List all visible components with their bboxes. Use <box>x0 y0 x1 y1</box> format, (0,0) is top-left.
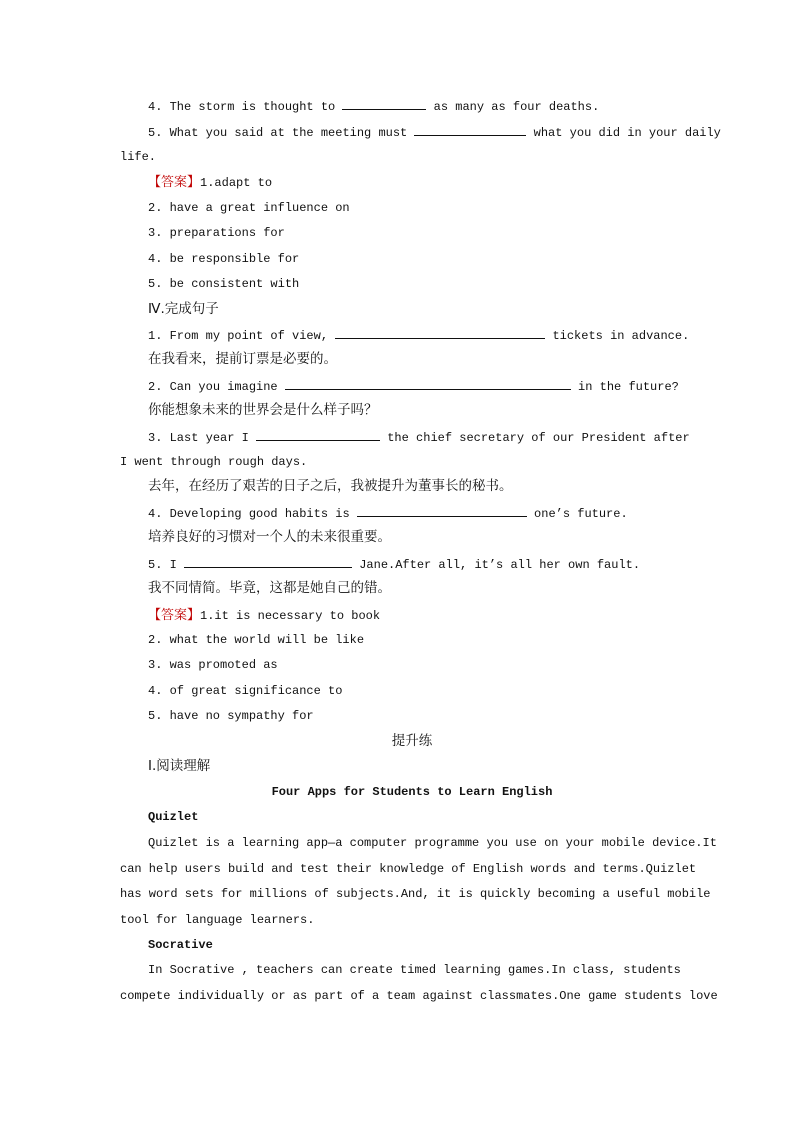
exercise-item-4 <box>148 98 599 115</box>
paragraph-line: compete individually or as part of a team against classmates.One game students love <box>120 989 718 1003</box>
section-heading: Ⅳ.完成句子 <box>148 301 219 317</box>
sentence-item-3-cont: I went through rough days. <box>120 455 308 469</box>
item-text: in the future? <box>578 380 679 394</box>
answer-line-3: 3. preparations for <box>148 226 285 240</box>
reading-heading: Ⅰ.阅读理解 <box>148 758 211 774</box>
sentence-item-2 <box>148 378 679 395</box>
answer4-line-3: 3. was promoted as <box>148 658 278 672</box>
item-number: 5. <box>148 126 163 140</box>
answer-line-1 <box>148 174 272 191</box>
answer-blank[interactable] <box>256 429 380 441</box>
answer-blank[interactable] <box>285 378 571 390</box>
sentence-item-1 <box>148 327 689 344</box>
paragraph-line: can help users build and test their knowledge of English words and terms.Quizlet <box>120 862 697 876</box>
answer4-line-5: 5. have no sympathy for <box>148 709 314 723</box>
answer-line-2: 2. have a great influence on <box>148 201 350 215</box>
paragraph-line: tool for language learners. <box>120 913 315 927</box>
item-text: the chief secretary of our President after <box>387 431 690 445</box>
sentence-translation-4: 培养良好的习惯对一个人的未来很重要。 <box>148 529 391 545</box>
answer-text: 1.it is necessary to book <box>200 609 381 623</box>
item-number: 3. <box>148 431 163 445</box>
app-name-socrative: Socrative <box>148 938 213 952</box>
paragraph-line: In Socrative , teachers can create timed learning games.In class, students <box>148 963 681 977</box>
answer-line-5: 5. be consistent with <box>148 277 300 291</box>
item-text: Developing good habits is <box>169 507 350 521</box>
answer4-line-1 <box>148 607 380 624</box>
paragraph-line: has word sets for millions of subjects.And, it is quickly becoming a useful mobile <box>120 887 711 901</box>
answer-blank[interactable] <box>414 124 526 136</box>
item-text: Last year I <box>169 431 249 445</box>
item-number: 1. <box>148 329 163 343</box>
exercise-item-5 <box>148 124 721 141</box>
item-text: Jane.After all, it’s all her own fault. <box>359 558 641 572</box>
answer-blank[interactable] <box>357 505 527 517</box>
answer-tag: 【答案】 <box>148 608 201 623</box>
sentence-translation-3: 去年，在经历了艰苦的日子之后，我被提升为董事长的秘书。 <box>148 478 513 494</box>
item-number: 4. <box>148 507 163 521</box>
sentence-item-4 <box>148 505 628 522</box>
sentence-item-3 <box>148 429 690 446</box>
item-number: 5. <box>148 558 163 572</box>
answer-text: 1.adapt to <box>200 176 273 190</box>
item-text: tickets in advance. <box>552 329 690 343</box>
item-number: 4. <box>148 100 163 114</box>
item-text: Can you imagine <box>169 380 278 394</box>
answer-blank[interactable] <box>342 98 426 110</box>
answer4-line-4: 4. of great significance to <box>148 684 343 698</box>
answer-line-4: 4. be responsible for <box>148 252 300 266</box>
app-name-quizlet: Quizlet <box>148 810 199 824</box>
item-number: 2. <box>148 380 163 394</box>
item-text: as many as four deaths. <box>433 100 600 114</box>
answer-blank[interactable] <box>184 556 352 568</box>
item-text: what you did in your daily <box>533 126 721 140</box>
item-text: I <box>169 558 177 572</box>
answer4-line-2: 2. what the world will be like <box>148 633 365 647</box>
sentence-translation-1: 在我看来，提前订票是必要的。 <box>148 351 337 367</box>
sentence-item-5 <box>148 556 640 573</box>
item-text: The storm is thought to <box>169 100 336 114</box>
passage-title: Four Apps for Students to Learn English <box>271 785 553 799</box>
exercise-item-5-cont: life. <box>120 150 157 164</box>
paragraph-line: Quizlet is a learning app—a computer programme you use on your mobile device.It <box>148 836 717 850</box>
item-text: From my point of view, <box>169 329 329 343</box>
sentence-translation-5: 我不同情简。毕竟，这都是她自己的错。 <box>148 580 391 596</box>
item-text: one’s future. <box>534 507 628 521</box>
sentence-translation-2: 你能想象未来的世界会是什么样子吗？ <box>148 402 378 418</box>
answer-tag: 【答案】 <box>148 175 201 190</box>
section-title: 提升练 <box>391 733 433 749</box>
item-text: What you said at the meeting must <box>169 126 408 140</box>
answer-blank[interactable] <box>335 327 545 339</box>
